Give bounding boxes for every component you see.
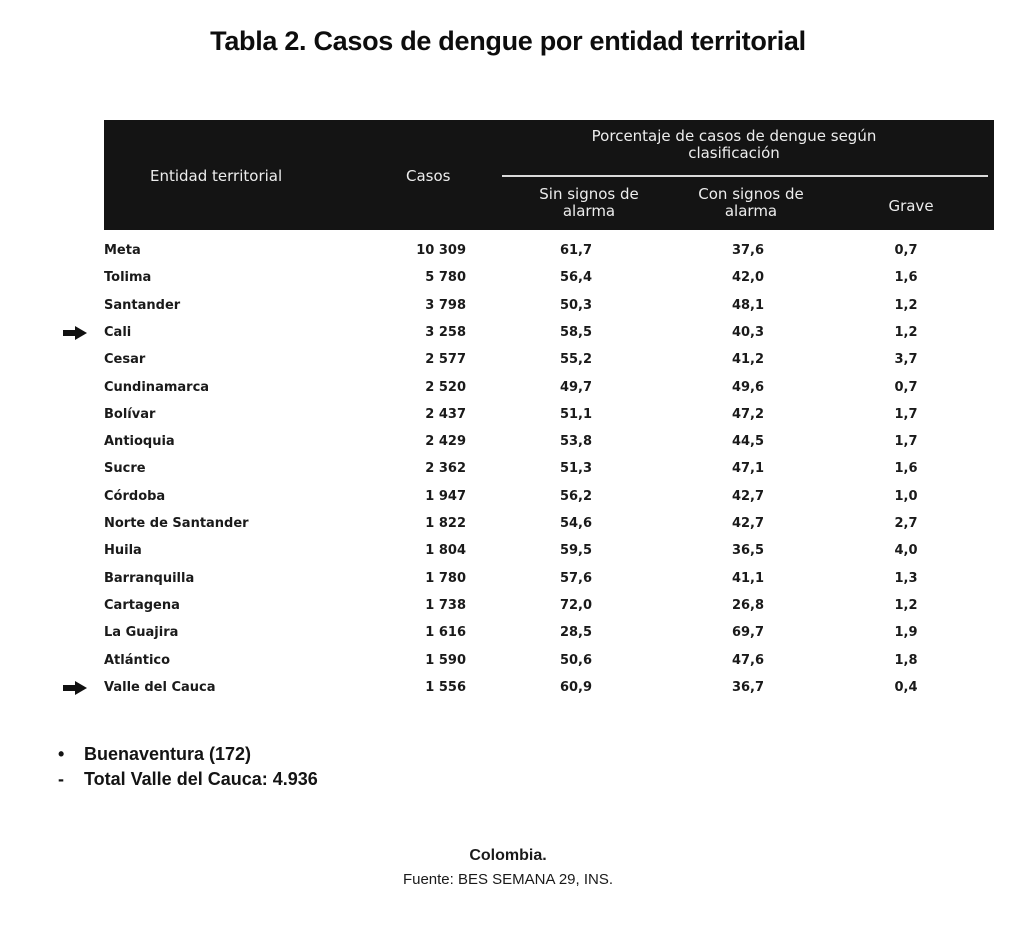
- table-row: [0, 593, 1016, 619]
- cases-value: 1 738: [425, 597, 466, 613]
- cases-value: 2 520: [425, 379, 466, 395]
- table-row: [0, 320, 1016, 346]
- sin-signos-value: 57,6: [559, 570, 593, 586]
- arrow-right-icon: [63, 681, 87, 695]
- header-grave: Grave: [888, 197, 934, 215]
- cases-value: 3 798: [425, 297, 466, 313]
- cases-value: 1 822: [425, 516, 466, 531]
- page-title: Tabla 2. Casos de dengue por entidad territorial: [210, 26, 806, 56]
- note-text: Buenaventura (172): [84, 744, 252, 764]
- grave-value: 1,7: [894, 406, 918, 422]
- con-signos-value: 47,6: [731, 652, 765, 668]
- sin-signos-value: 50,6: [559, 652, 593, 668]
- notes-list: [58, 742, 318, 792]
- grave-value: 1,7: [894, 434, 918, 450]
- table-row: [0, 620, 1016, 646]
- grave-value: 4,0: [894, 543, 918, 559]
- table-row: [0, 484, 1016, 510]
- sin-signos-value: 60,9: [559, 679, 593, 695]
- table-row: [0, 265, 1016, 291]
- cases-value: 1 590: [425, 652, 466, 668]
- cases-value: 5 780: [425, 270, 466, 286]
- con-signos-value: 47,2: [731, 406, 765, 422]
- con-signos-value: 42,7: [731, 516, 765, 531]
- table-row: [0, 675, 1016, 701]
- con-signos-value: 49,6: [731, 379, 765, 395]
- grave-value: 0,7: [894, 243, 918, 258]
- grave-value: 1,6: [894, 461, 918, 477]
- con-signos-value: 37,6: [731, 243, 765, 258]
- header-entity: Entidad territorial: [150, 167, 283, 185]
- entity-name: Norte de Santander: [104, 516, 249, 531]
- cases-value: 2 362: [425, 461, 466, 477]
- table-row: [0, 402, 1016, 428]
- grave-value: 3,7: [894, 352, 918, 368]
- sin-signos-value: 53,8: [559, 434, 593, 450]
- grave-value: 1,2: [894, 324, 918, 340]
- cases-value: 1 804: [425, 543, 466, 559]
- grave-value: 1,8: [894, 652, 918, 668]
- sin-signos-value: 51,1: [559, 406, 593, 422]
- table-row: [0, 538, 1016, 564]
- table-header: [104, 120, 994, 230]
- cases-value: 2 429: [425, 434, 466, 450]
- entity-name: La Guajira: [104, 625, 179, 641]
- footer: [0, 846, 1016, 890]
- sin-signos-value: 54,6: [559, 516, 593, 531]
- header-con-signos: Con signos de alarma: [698, 185, 804, 220]
- cases-value: 1 780: [425, 570, 466, 586]
- cases-value: 2 577: [425, 352, 466, 368]
- note-item: [58, 767, 318, 792]
- grave-value: 1,2: [894, 597, 918, 613]
- cases-value: 2 437: [425, 406, 466, 422]
- table-row: [0, 429, 1016, 455]
- entity-name: Sucre: [104, 461, 146, 477]
- grave-value: 2,7: [894, 516, 918, 531]
- sin-signos-value: 56,4: [559, 270, 593, 286]
- grave-value: 0,7: [894, 379, 918, 395]
- con-signos-value: 47,1: [731, 461, 765, 477]
- sin-signos-value: 56,2: [559, 488, 593, 504]
- sin-signos-value: 72,0: [559, 597, 593, 613]
- sin-signos-value: 61,7: [559, 243, 593, 258]
- con-signos-value: 48,1: [731, 297, 765, 313]
- table-row: [0, 648, 1016, 674]
- cases-value: 3 258: [425, 324, 466, 340]
- table-row: [0, 511, 1016, 537]
- con-signos-value: 41,2: [731, 352, 765, 368]
- table-row: [0, 347, 1016, 373]
- entity-name: Valle del Cauca: [104, 679, 216, 695]
- sin-signos-value: 50,3: [559, 297, 593, 313]
- con-signos-value: 44,5: [731, 434, 765, 450]
- header-sin-signos: Sin signos de alarma: [539, 185, 639, 220]
- grave-value: 1,6: [894, 270, 918, 286]
- sin-signos-value: 49,7: [559, 379, 593, 395]
- sin-signos-value: 28,5: [559, 625, 593, 641]
- con-signos-value: 42,7: [731, 488, 765, 504]
- note-bullet: •: [58, 744, 65, 764]
- grave-value: 1,0: [894, 488, 918, 504]
- arrow-right-icon: [63, 326, 87, 340]
- table-row: [0, 293, 1016, 319]
- note-item: [58, 742, 318, 767]
- grave-value: 0,4: [894, 679, 918, 695]
- table-row: [0, 238, 1016, 264]
- sin-signos-value: 51,3: [559, 461, 593, 477]
- grave-value: 1,9: [894, 625, 918, 641]
- entity-name: Bolívar: [104, 406, 156, 422]
- entity-name: Córdoba: [104, 488, 166, 504]
- entity-name: Cesar: [104, 352, 146, 368]
- header-percentage-group: Porcentaje de casos de dengue según clasificación: [591, 127, 877, 162]
- entity-name: Barranquilla: [104, 570, 195, 586]
- entity-name: Cartagena: [104, 597, 180, 613]
- con-signos-value: 69,7: [731, 625, 765, 641]
- note-text: Total Valle del Cauca: 4.936: [84, 769, 318, 789]
- entity-name: Santander: [104, 297, 181, 313]
- entity-name: Atlántico: [104, 652, 171, 668]
- cases-value: 1 616: [425, 625, 466, 641]
- entity-name: Cali: [104, 324, 132, 340]
- entity-name: Huila: [104, 543, 142, 559]
- con-signos-value: 26,8: [731, 597, 765, 613]
- entity-name: Tolima: [104, 270, 152, 286]
- con-signos-value: 42,0: [731, 270, 765, 286]
- con-signos-value: 40,3: [731, 324, 765, 340]
- header-casos: Casos: [406, 167, 451, 185]
- entity-name: Meta: [104, 243, 141, 258]
- sin-signos-value: 58,5: [559, 324, 593, 340]
- cases-value: 10 309: [416, 243, 466, 258]
- table-row: [0, 375, 1016, 401]
- header-divider: [502, 175, 988, 177]
- grave-value: 1,3: [894, 570, 918, 586]
- cases-value: 1 556: [425, 679, 466, 695]
- entity-name: Cundinamarca: [104, 379, 210, 395]
- note-bullet: -: [58, 769, 64, 789]
- entity-name: Antioquia: [104, 434, 175, 450]
- cases-value: 1 947: [425, 488, 466, 504]
- con-signos-value: 36,5: [731, 543, 765, 559]
- grave-value: 1,2: [894, 297, 918, 313]
- footer-source: Fuente: BES SEMANA 29, INS.: [402, 871, 614, 888]
- con-signos-value: 36,7: [731, 679, 765, 695]
- con-signos-value: 41,1: [731, 570, 765, 586]
- table-row: [0, 456, 1016, 482]
- sin-signos-value: 59,5: [559, 543, 593, 559]
- footer-title: Colombia.: [469, 847, 547, 864]
- table-row: [0, 566, 1016, 592]
- sin-signos-value: 55,2: [559, 352, 593, 368]
